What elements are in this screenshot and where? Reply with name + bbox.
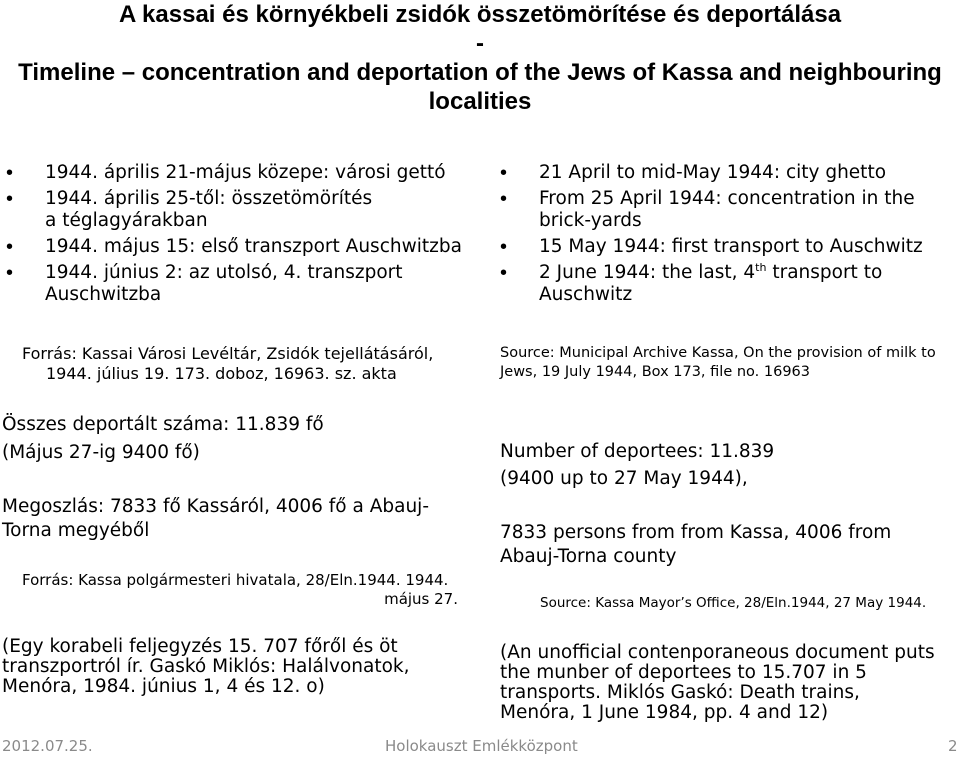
left-bullet: • 1944. április 25-től: összetömörítés a téglagyárakban: [6, 188, 375, 232]
left-source-2-line1: Forrás: Kassa polgármesteri hivatala, 28/Eln.1944. 1944.: [22, 571, 449, 589]
right-until-may27: (9400 up to 27 May 1944),: [500, 468, 748, 489]
left-bullet: • 1944. június 2: az utolsó, 4. transzport Auschwitzba: [6, 262, 405, 306]
left-note: (Egy korabeli feljegyzés 15. 707 főről és öt transzportról ír. Gaskó Miklós: Halálvonatok, Menóra, 1984. június 1, 4 és 12. o): [2, 636, 410, 697]
title-english-line2: localities: [428, 88, 532, 115]
right-total-deportees: Number of deportees: 11.839: [500, 441, 775, 462]
title-separator: -: [476, 30, 484, 57]
right-note: (An unofficial contenporaneous document puts the munber of deportees to 15.707 in 5 transports. Miklós Gaskó: Death trains, Menóra, 1 June 1984, pp. 4 and 12): [500, 642, 935, 723]
left-until-may27: (Május 27-ig 9400 fő): [2, 442, 200, 463]
left-source-2-line2: május 27.: [384, 590, 458, 608]
left-source-2: [22, 571, 462, 609]
right-bullet: [500, 262, 899, 306]
left-total-deported: Összes deportált száma: 11.839 fő: [2, 414, 324, 435]
left-distribution: Megoszlás: 7833 fő Kassáról, 4006 fő a Abauj-Torna megyéből: [2, 496, 429, 541]
right-bullet: • 15 May 1944: first transport to Auschwitz: [500, 236, 940, 258]
right-bullet-4-text-b: transport to Auschwitz: [539, 262, 883, 305]
right-source-1: Source: Municipal Archive Kassa, On the provision of milk to Jews, 19 July 1944, Box 173, file no. 16963: [500, 345, 936, 380]
left-bullet-list: [6, 162, 476, 310]
footer-page-number: 2: [948, 737, 958, 755]
title-hungarian: A kassai és környékbeli zsidók összetömörítése és deportálása: [118, 1, 842, 28]
right-distribution: 7833 persons from from Kassa, 4006 from Abauj-Torna county: [500, 522, 892, 567]
page-title: [0, 0, 960, 116]
left-bullet: • 1944. április 21-május közepe: városi gettó: [6, 162, 476, 184]
footer-date: 2012.07.25.: [2, 737, 93, 755]
left-source-1-text: Forrás: Kassai Városi Levéltár, Zsidók tejellátásáról, 1944. július 19. 173. doboz, 16963. sz. akta: [22, 344, 434, 383]
right-bullet-4-text-a: 2 June 1944: the last, 4: [539, 262, 756, 283]
title-english-line1: Timeline – concentration and deportation of the Jews of Kassa and neighbouring: [18, 59, 942, 86]
right-bullet-4-sup: th: [755, 260, 767, 274]
left-bullet: • 1944. május 15: első transzport Auschwitzba: [6, 236, 476, 258]
footer-center: Holokauszt Emlékközpont: [385, 737, 578, 755]
right-bullet-list: [500, 162, 940, 310]
right-bullet: • From 25 April 1944: concentration in the brick-yards: [500, 188, 919, 232]
left-source-1: [22, 344, 478, 384]
right-bullet: • 21 April to mid-May 1944: city ghetto: [500, 162, 940, 184]
right-source-2: Source: Kassa Mayor’s Office, 28/Eln.1944, 27 May 1944.: [540, 595, 927, 611]
